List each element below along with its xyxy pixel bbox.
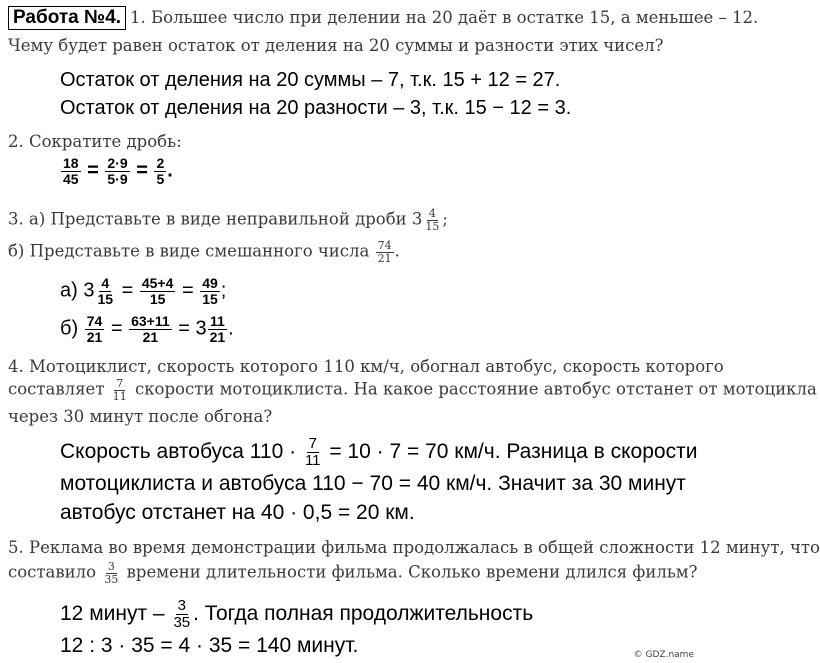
question-2: 2. Сократите дробь: xyxy=(8,132,182,151)
fraction xyxy=(111,378,129,402)
answer-5-line-2: 12 : 3 · 35 = 4 · 35 = 140 минут. xyxy=(60,634,359,657)
numerator: 18 xyxy=(63,155,79,171)
question-3b-text: б) Представьте в виде смешанного числа xyxy=(8,241,370,261)
fraction xyxy=(102,561,120,585)
question-5-line-1: 5. Реклама во время демонстрации фильма продолжалась в общей сложности 12 минут, что xyxy=(8,538,820,557)
numerator: 45+4 xyxy=(141,275,174,291)
answer-4-line-1 xyxy=(60,436,697,469)
numerator: 3 xyxy=(107,560,115,573)
question-4-text: составляет xyxy=(8,379,105,399)
denominator: 45 xyxy=(63,170,79,187)
equals-sign: = xyxy=(181,279,194,302)
answer-3a xyxy=(60,276,226,306)
fraction xyxy=(171,598,192,631)
fraction xyxy=(140,276,176,306)
numerator: 63+11 xyxy=(131,313,170,329)
answer-4-text: Скорость автобуса 110 · xyxy=(60,439,297,463)
answer-3b xyxy=(60,314,234,344)
question-3-line-1 xyxy=(8,208,448,232)
fraction xyxy=(105,156,129,186)
page-title: Работа №4. xyxy=(8,6,126,30)
answer-5-line-1 xyxy=(60,598,533,631)
fraction xyxy=(154,156,166,186)
numerator: 3 xyxy=(177,597,186,614)
answer-1-line-1: Остаток от деления на 20 суммы – 7, т.к. 15 + 12 = 27. xyxy=(60,69,561,91)
equals-sign: = xyxy=(121,279,134,302)
equals-sign: = xyxy=(110,317,123,340)
denominator: 5·9 xyxy=(107,170,128,187)
denominator: 21 xyxy=(142,328,159,345)
question-4-line-1: 4. Мотоциклист, скорость которого 110 км/ч, обогнал автобус, скорость которого xyxy=(8,357,724,376)
question-1-text: 1. Большее число при делении на 20 даёт в остатке 15, а меньшее – 12. xyxy=(130,8,759,27)
fraction xyxy=(129,314,172,344)
numerator: 7 xyxy=(308,435,317,452)
denominator: 5 xyxy=(156,170,165,187)
denominator: 11 xyxy=(304,451,321,469)
fraction xyxy=(85,314,105,344)
watermark: © GDZ.name xyxy=(633,650,694,660)
denominator: 15 xyxy=(149,290,166,307)
numerator: 2 xyxy=(156,155,165,171)
denominator: 15 xyxy=(202,290,218,307)
fraction xyxy=(376,240,394,264)
fraction xyxy=(423,208,441,232)
question-1-line-2: Чему будет равен остаток от деления на 20 суммы и разности этих чисел? xyxy=(8,36,664,55)
fraction xyxy=(95,276,115,306)
fraction xyxy=(200,276,220,306)
denominator: 35 xyxy=(104,572,119,586)
denominator: 21 xyxy=(209,328,226,345)
answer-label: б) xyxy=(60,317,79,340)
numerator: 7 xyxy=(116,377,124,390)
numerator: 4 xyxy=(428,207,436,220)
question-4-line-3: через 30 минут после обгона? xyxy=(8,407,273,426)
answer-5-text: . Тогда полная продолжительность xyxy=(193,601,534,625)
question-1-line-1 xyxy=(8,6,758,30)
numerator: 2·9 xyxy=(107,155,128,171)
question-5-text: составило xyxy=(8,562,97,582)
answer-5-text: 12 минут – xyxy=(60,601,165,625)
equals-sign: = xyxy=(136,159,148,182)
denominator: 21 xyxy=(377,251,392,265)
fraction xyxy=(61,156,81,186)
answer-4-text: = 10 · 7 = 70 км/ч. Разница в скорости xyxy=(329,439,698,463)
question-3a-text: 3. а) Представьте в виде неправильной дроби 3 xyxy=(8,209,423,229)
answer-2 xyxy=(60,156,173,186)
fraction xyxy=(208,314,228,344)
equals-sign: = xyxy=(87,159,99,182)
semicolon: ; xyxy=(220,279,227,302)
question-4-text: скорости мотоциклиста. На какое расстояние автобус отстанет от мотоцикла xyxy=(134,379,817,399)
denominator: 21 xyxy=(86,328,103,345)
question-4-line-2 xyxy=(8,378,817,402)
answer-4-line-2: мотоциклиста и автобуса 110 − 70 = 40 км/ч. Значит за 30 минут xyxy=(60,472,686,495)
numerator: 74 xyxy=(377,239,392,252)
numerator: 49 xyxy=(202,275,218,291)
denominator: 15 xyxy=(97,290,114,307)
equals-sign: = 3 xyxy=(178,317,207,340)
denominator: 35 xyxy=(173,613,191,631)
period: . xyxy=(228,317,234,340)
answer-1-line-2: Остаток от деления на 20 разности – 3, т.к. 15 − 12 = 3. xyxy=(60,97,572,119)
question-5-line-2 xyxy=(8,561,697,585)
question-5-text: времени длительности фильма. Сколько времени длился фильм? xyxy=(126,562,698,582)
answer-label: а) 3 xyxy=(60,279,95,302)
numerator: 11 xyxy=(209,313,225,329)
question-3-line-2 xyxy=(8,240,400,264)
answer-4-line-3: автобус отстанет на 40 · 0,5 = 20 км. xyxy=(60,501,415,524)
denominator: 11 xyxy=(112,389,127,403)
numerator: 4 xyxy=(101,275,110,291)
denominator: 15 xyxy=(425,219,440,233)
semicolon: ; xyxy=(442,209,448,229)
numerator: 74 xyxy=(86,313,103,329)
period: . xyxy=(394,241,400,261)
period: . xyxy=(167,159,173,182)
fraction xyxy=(303,436,323,469)
